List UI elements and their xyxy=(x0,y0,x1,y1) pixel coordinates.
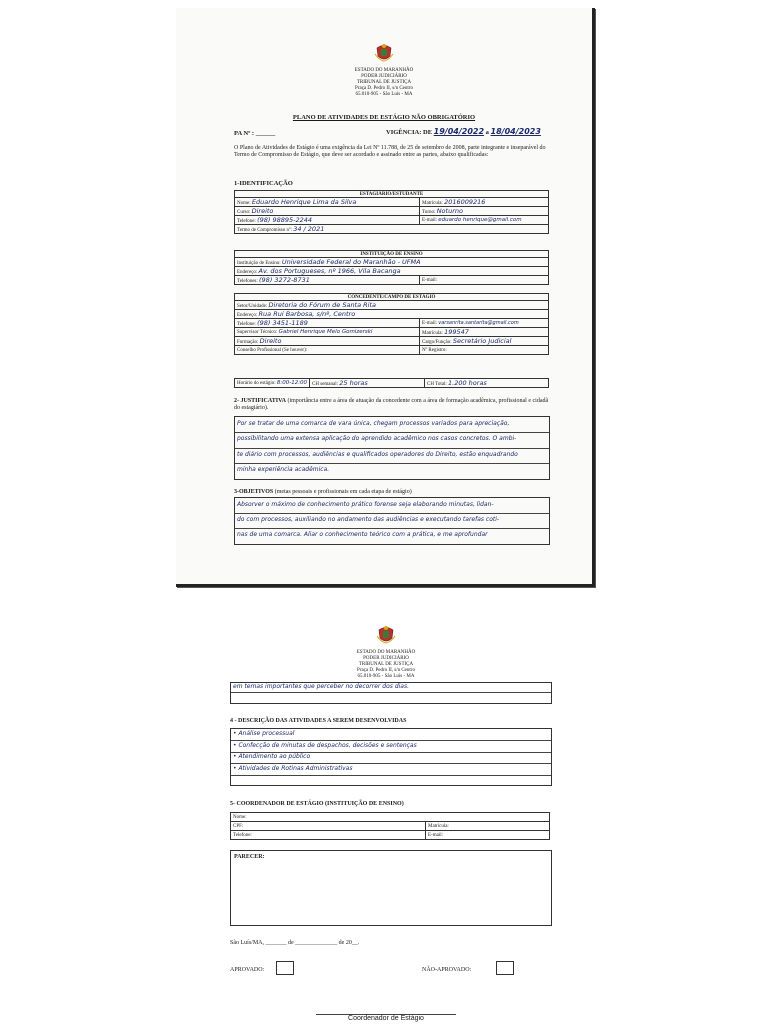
termo-value: 34 / 2021 xyxy=(293,225,325,233)
endereco-label: Endereço: xyxy=(237,270,258,275)
atividade-item: • Atendimento ao público xyxy=(233,753,311,760)
inst-tel-label: Telefones: xyxy=(237,279,258,284)
vigencia-end: 18/04/2023 xyxy=(490,127,541,136)
supervisor-value: Gabriel Henrique Melo Gomizerski xyxy=(278,329,373,335)
vigencia-sep: a xyxy=(485,129,489,136)
concedente-table xyxy=(234,293,549,355)
sup-matricula-label: Matrícula: xyxy=(422,331,443,336)
objetivos-line: nas de uma comarca. Aliar o conhecimento teórico com a prática, e me aprofundar xyxy=(237,531,488,538)
header-line: Praça D. Pedro II, s/n Centro xyxy=(355,86,413,91)
ch-total-label: CH Total: xyxy=(427,382,447,387)
header-line: 65.010-905 - São Luís - MA xyxy=(355,92,413,97)
parecer-label: PARECER: xyxy=(234,854,265,860)
conc-email-value: varsanrita.santarita@gmail.com xyxy=(438,320,519,326)
turno-value: Noturno xyxy=(436,207,463,215)
coat-of-arms-icon xyxy=(373,42,395,64)
coord-matricula-cell[interactable] xyxy=(426,822,550,831)
document-page-1 xyxy=(176,8,595,587)
coord-email-label: E-mail: xyxy=(428,832,443,838)
coord-nome-cell[interactable] xyxy=(231,813,550,822)
setor-value: Diretoria do Fórum de Santa Rita xyxy=(268,301,377,309)
telefone-value: (98) 98895-2244 xyxy=(257,216,313,224)
nao-aprovado-checkbox[interactable] xyxy=(496,961,514,975)
formacao-label: Formação: xyxy=(237,340,259,345)
header-line: ESTADO DO MARANHÃO xyxy=(354,68,414,73)
horario-label: Horário do estágio: xyxy=(237,381,276,386)
coord-cpf-cell[interactable] xyxy=(231,822,426,831)
email-label: E-mail: xyxy=(422,218,437,223)
estagiario-header: ESTAGIÁRIO/ESTUDANTE xyxy=(235,191,549,198)
header-line: TRIBUNAL DE JUSTIÇA xyxy=(358,662,414,667)
objetivos-line: Absorver o máximo de conhecimento prático forense seja elaborando minutas, lidan- xyxy=(237,501,494,508)
pa-number xyxy=(234,130,275,137)
cargo-label: Cargo/Função: xyxy=(422,340,452,345)
nome-value: Eduardo Henrique Lima da Silva xyxy=(251,198,357,206)
inst-tel-value: (98) 3272-8731 xyxy=(259,276,310,284)
conselho-label: Conselho Profissional (Se houver): xyxy=(237,347,308,353)
matricula-value: 2016009216 xyxy=(444,198,486,206)
conc-tel-value: (98) 3451-1189 xyxy=(257,319,308,327)
justificativa-desc: (importância entre a área de atuação da concedente com a área de formação acadêmica, profissional e cidadã do estagiário). xyxy=(234,398,549,411)
ch-semanal-label: CH semanal: xyxy=(312,382,339,387)
atividade-item: • Atividades de Rotinas Administrativas xyxy=(233,765,353,772)
justificativa-line: Por se tratar de uma comarca de vara única, chegam processos variados para apreciação, xyxy=(237,420,510,427)
aprovado-checkbox[interactable] xyxy=(276,961,294,975)
header-line: Praça D. Pedro II, s/n Centro xyxy=(357,668,415,673)
atividade-item: • Confecção de minutas de despachos, decisões e sentenças xyxy=(233,742,417,749)
coordenador-table xyxy=(230,812,550,840)
atividade-item: • Análise processual xyxy=(233,730,295,737)
turno-label: Turno: xyxy=(422,210,436,215)
pa-value: ______ xyxy=(255,130,276,137)
document-title: PLANO DE ATIVIDADES DE ESTÁGIO NÃO OBRIGATÓRIO xyxy=(292,114,476,121)
cargo-value: Secretário Judicial xyxy=(452,337,512,345)
pa-label: PA Nº : xyxy=(234,130,255,137)
local-data: São Luís/MA, _______ de ______________ de 20__. xyxy=(230,940,360,946)
coordenador-title: 5- COORDENADOR DE ESTÁGIO (INSTITUIÇÃO DE ENSINO) xyxy=(230,801,404,807)
objetivos-continuation: em temas importantes que perceber no decorrer dos dias. xyxy=(233,683,409,690)
vigencia xyxy=(386,128,541,136)
objetivos-continuation-box xyxy=(230,682,552,704)
conc-endereco-value: Rua Rui Barbosa, s/nº, Centro xyxy=(258,310,356,318)
setor-label: Setor/Unidade: xyxy=(237,304,268,309)
justificativa-line: te diário com processos, audiências e qualificados operadores do Direito, estão enquadrando xyxy=(237,451,518,458)
conc-email-label: E-mail: xyxy=(422,321,437,326)
coord-matricula-label: Matrícula: xyxy=(428,823,449,829)
header-line: PODER JUDICIÁRIO xyxy=(361,74,407,79)
telefone-label: Telefone: xyxy=(237,219,256,224)
instituicao-header: INSTITUIÇÃO DE ENSINO xyxy=(235,251,549,258)
objetivos-title: 3-OBJETIVOS xyxy=(234,489,274,495)
objetivos-desc: (metas pessoais e profissionais em cada etapa de estágio) xyxy=(274,489,412,495)
ch-total-value: 1.200 horas xyxy=(448,379,487,387)
objetivos-heading xyxy=(234,489,412,496)
header-line: PODER JUDICIÁRIO xyxy=(363,656,409,661)
nome-label: Nome: xyxy=(237,201,251,206)
section-identificacao: 1-IDENTIFICAÇÃO xyxy=(234,180,293,187)
termo-label: Termo de Compromisso nº: xyxy=(237,228,292,233)
estagiario-table xyxy=(234,190,549,234)
matricula-label: Matrícula: xyxy=(422,201,443,206)
signature-label: Coordenador de Estágio xyxy=(348,1015,424,1022)
justificativa-line: minha experiência acadêmica. xyxy=(237,466,330,473)
formacao-value: Direito xyxy=(259,337,282,345)
coat-of-arms-icon xyxy=(375,624,397,646)
parecer-box[interactable] xyxy=(230,850,552,926)
inst-email-label: E-mail: xyxy=(422,277,437,283)
justificativa-box xyxy=(234,416,550,480)
justificativa-line: possibilitando uma extensa aplicação do aprendido acadêmico nos casos concretos. O ambi- xyxy=(237,435,517,442)
intro-paragraph: O Plano de Atividades de Estágio é uma exigência da Lei Nº 11.788, de 25 de setembro de 2008, parte integrante e inseparável do Termo de Compromisso de Estágio, que deve ser acordado e assinado entre as partes, abaixo qualificadas: xyxy=(234,145,546,158)
objetivos-line: do com processos, auxiliando no andamento das audiências e executando tarefas coti- xyxy=(237,516,500,523)
aprovado-label: APROVADO: xyxy=(230,967,265,973)
justificativa-title: 2- JUSTIFICATIVA xyxy=(234,398,286,404)
vigencia-label: VIGÊNCIA: DE xyxy=(386,129,433,136)
header-line: ESTADO DO MARANHÃO xyxy=(356,650,416,655)
conc-tel-label: Telefone: xyxy=(237,322,256,327)
inst-label: Instituição de Ensino: xyxy=(237,261,281,266)
curso-label: Curso: xyxy=(237,210,251,215)
header-line: 65.010-905 - São Luís - MA xyxy=(357,674,415,679)
justificativa-heading xyxy=(234,398,552,412)
atividades-title: 4 - DESCRIÇÃO DAS ATIVIDADES A SEREM DESENVOLVIDAS xyxy=(230,718,407,724)
nao-aprovado-label: NÃO-APROVADO: xyxy=(422,967,472,973)
registro-label: Nº Registro: xyxy=(422,347,447,353)
coord-email-cell[interactable] xyxy=(426,831,550,840)
instituicao-table xyxy=(234,250,549,285)
vigencia-start: 19/04/2022 xyxy=(433,127,485,136)
document-page-2 xyxy=(176,594,592,1024)
header-block xyxy=(176,68,592,98)
supervisor-label: Supervisor Técnico: xyxy=(237,330,278,335)
ch-semanal-value: 25 horas xyxy=(339,379,368,387)
atividades-box xyxy=(230,728,552,786)
endereco-value: Av. dos Portugueses, nº 1966, Vila Bacanga xyxy=(258,267,401,275)
horario-value: 8:00-12:00 xyxy=(276,380,308,386)
concedente-header: CONCEDENTE/CAMPO DE ESTÁGIO xyxy=(235,294,549,301)
inst-value: Universidade Federal do Maranhão - UFMA xyxy=(281,258,421,266)
email-value: eduardo henrique@gmail.com xyxy=(438,217,522,223)
objetivos-box xyxy=(234,497,550,545)
header-line: TRIBUNAL DE JUSTIÇA xyxy=(356,80,412,85)
coord-cpf-label: CPF: xyxy=(233,823,244,829)
header-block xyxy=(178,650,594,680)
sup-matricula-value: 199547 xyxy=(444,328,469,336)
coord-nome-label: Nome: xyxy=(233,814,247,820)
curso-value: Direito xyxy=(251,207,274,215)
conc-endereco-label: Endereço: xyxy=(237,313,258,318)
coord-telefone-label: Telefone: xyxy=(233,832,252,838)
horario-table xyxy=(234,378,549,388)
coord-telefone-cell[interactable] xyxy=(231,831,426,840)
